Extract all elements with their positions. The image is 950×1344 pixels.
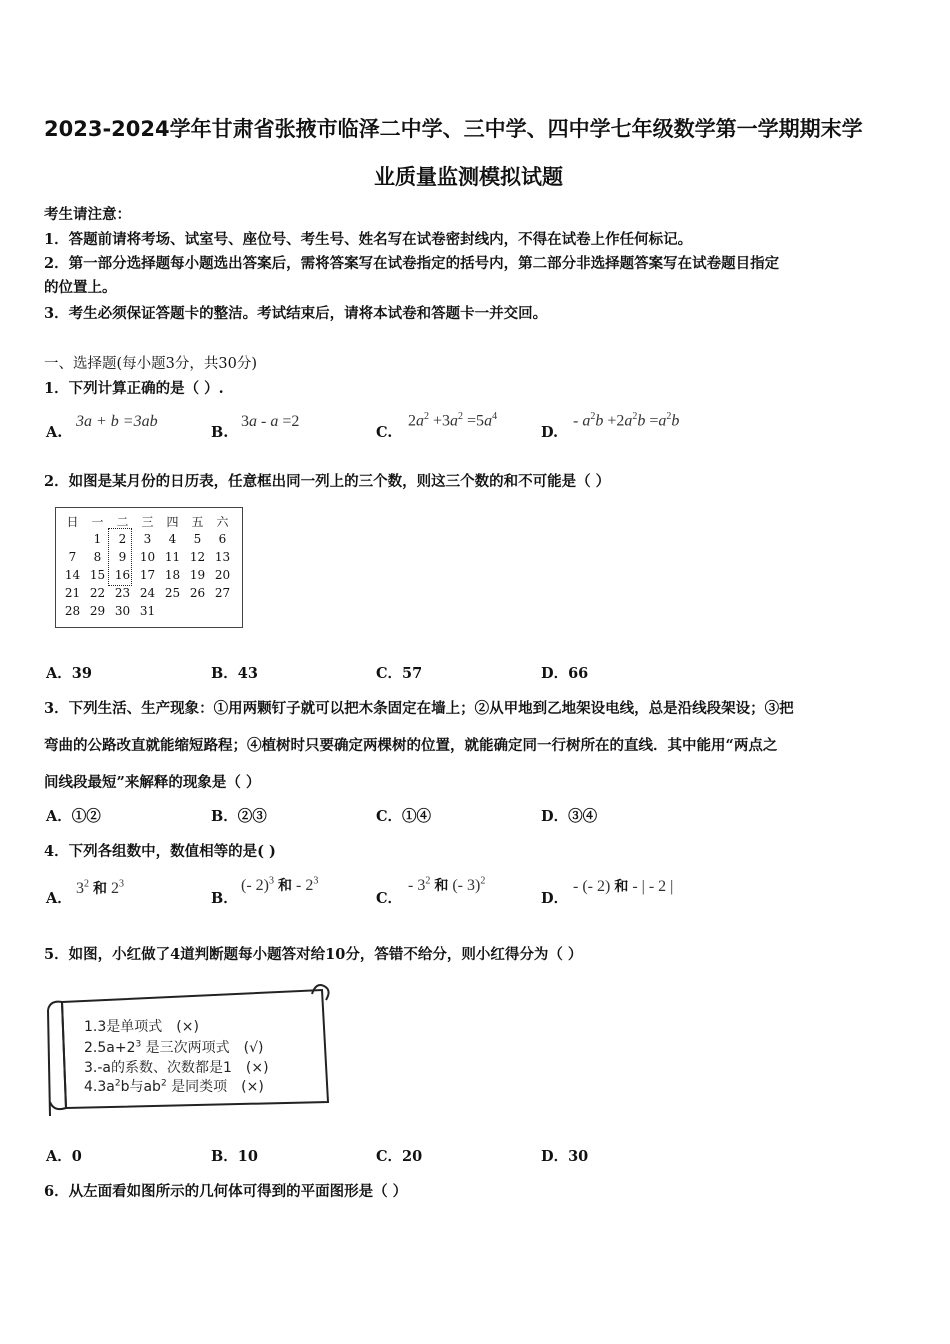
calendar-row <box>60 584 235 602</box>
calendar-cell: 22 <box>89 586 106 600</box>
q3-stem-line-2: 弯曲的公路改直就能缩短路程；④植树时只要确定两棵树的位置，就能确定同一行树所在的直线．其中能用“两点之 <box>44 737 778 754</box>
q4-option-d-expr: - (- 2) 和 - | - 2 | <box>573 878 674 895</box>
calendar-cell: 7 <box>68 550 77 564</box>
q4-option-b-expr: (- 2)$^3$ 和 - $2^3$ <box>241 875 319 894</box>
calendar-cell: 25 <box>164 586 181 600</box>
q4-option-a-expr: $3^2$ 和 $2^3$ <box>76 878 124 897</box>
q4-and-word: 和 <box>277 879 292 894</box>
q2-option-a: A．39 <box>46 665 92 682</box>
q4-option-d-label: D． <box>541 890 569 907</box>
calendar-row <box>60 566 235 584</box>
q1-option-c-label: C. <box>376 424 393 441</box>
q4-and-word: 和 <box>93 882 107 897</box>
calendar-selection-box <box>108 528 132 586</box>
q1-option-d-expr: - $a^2b +2a^2b =a^2b$ <box>573 411 680 430</box>
q3-option-c: C．①④ <box>376 808 432 825</box>
calendar-cell: 1 <box>93 532 102 546</box>
calendar-cell: 23 <box>114 586 131 600</box>
calendar-row <box>60 548 235 566</box>
scroll-line-4: $4.3a^2b$与$ab^2$ 是同类项 (×) <box>84 1078 264 1095</box>
q5-option-a: A．0 <box>46 1148 82 1165</box>
calendar-cell: 17 <box>139 568 156 582</box>
q2-option-b: B．43 <box>211 665 258 682</box>
calendar-cell: 18 <box>164 568 181 582</box>
calendar-header-cell: 日 <box>66 514 79 529</box>
calendar-header-cell: 六 <box>216 514 229 529</box>
scroll-line-3: 3.-a的系数、次数都是1 (×) <box>84 1060 269 1076</box>
q1-option-d-label: D. <box>541 424 559 441</box>
calendar-cell: 15 <box>89 568 106 582</box>
q4-option-a-label: A． <box>46 890 72 907</box>
calendar-cell: 4 <box>168 532 177 546</box>
notice-item-2-cont: 的位置上。 <box>44 279 117 296</box>
q2-option-d: D．66 <box>541 665 589 682</box>
calendar-header-cell: 三 <box>141 514 154 529</box>
calendar-cell: 3 <box>143 532 152 546</box>
calendar-cell: 13 <box>214 550 231 564</box>
q4-option-c-expr: - $3^2$ 和 (- 3)$^2$ <box>408 875 486 894</box>
scroll-line-2: $2.5a+2^3$ 是三次两项式 (√) <box>84 1039 264 1056</box>
calendar-cell: 5 <box>193 532 202 546</box>
calendar-header-row <box>60 512 235 530</box>
calendar-cell: 11 <box>164 550 181 564</box>
q4-option-c-label: C． <box>376 890 403 907</box>
calendar-cell: 28 <box>64 604 81 618</box>
q3-stem-line-3: 间线段最短”来解释的现象是（ ） <box>44 774 261 791</box>
q2-option-c: C．57 <box>376 665 423 682</box>
notice-item-2: 2．第一部分选择题每小题选出答案后，需将答案写在试卷指定的括号内，第二部分非选择题答案写在试卷题目指定 <box>44 255 780 272</box>
section-heading: 一、选择题(每小题3分，共30分) <box>44 356 257 372</box>
calendar-header-cell: 五 <box>191 514 204 529</box>
q1-option-b-label: B. <box>211 424 229 441</box>
q4-option-b-label: B． <box>211 890 238 907</box>
q4-and-word: 和 <box>614 880 629 895</box>
notice-heading: 考生请注意： <box>44 206 131 223</box>
calendar-cell: 29 <box>89 604 106 618</box>
q4-and-word: 和 <box>434 879 449 894</box>
q5-option-d: D．30 <box>541 1148 589 1165</box>
q3-option-d: D．③④ <box>541 808 598 825</box>
title-line-1: 2023-2024学年甘肃省张掖市临泽二中学、三中学、四中学七年级数学第一学期期末学 <box>44 117 863 141</box>
calendar-cell: 2 <box>118 532 127 546</box>
q3-stem-line-1: 3．下列生活、生产现象：①用两颗钉子就可以把木条固定在墙上；②从甲地到乙地架设电线，总是沿线段架设；③把 <box>44 700 794 717</box>
calendar-header-cell: 四 <box>166 514 179 529</box>
q3-option-a: A．①② <box>46 808 101 825</box>
q2-stem: 2．如图是某月份的日历表，任意框出同一列上的三个数，则这三个数的和不可能是（ ） <box>44 473 611 490</box>
q6-stem: 6．从左面看如图所示的几何体可得到的平面图形是（ ） <box>44 1183 408 1200</box>
calendar-cell: 6 <box>218 532 227 546</box>
calendar-cell <box>160 602 185 620</box>
calendar-cell: 10 <box>139 550 156 564</box>
calendar-cell: 12 <box>189 550 206 564</box>
q1-option-c-expr: $2a^2 +3a^2 =5a^4$ <box>408 411 498 430</box>
calendar-row <box>60 530 235 548</box>
q3-option-b: B．②③ <box>211 808 267 825</box>
q1-stem: 1．下列计算正确的是（ ）. <box>44 380 224 397</box>
calendar-cell: 9 <box>118 550 127 564</box>
calendar-cell: 19 <box>189 568 206 582</box>
notice-item-1: 1．答题前请将考场、试室号、座位号、考生号、姓名写在试卷密封线内，不得在试卷上作任何标记。 <box>44 231 693 248</box>
calendar-cell: 30 <box>114 604 131 618</box>
calendar-cell: 16 <box>114 568 131 582</box>
q1-option-b-expr: 3a - a =2 <box>241 413 300 430</box>
calendar-row <box>60 602 235 620</box>
title-line-2: 业质量监测模拟试题 <box>374 165 563 189</box>
calendar-cell: 26 <box>189 586 206 600</box>
calendar-cell <box>185 602 210 620</box>
q5-stem: 5．如图，小红做了4道判断题每小题答对给10分，答错不给分，则小红得分为（ ） <box>44 946 583 963</box>
calendar-cell: 31 <box>139 604 156 618</box>
q4-stem: 4．下列各组数中，数值相等的是( ) <box>44 843 276 860</box>
calendar-cell: 21 <box>64 586 81 600</box>
q5-option-b: B．10 <box>211 1148 258 1165</box>
calendar-cell <box>210 602 235 620</box>
calendar-figure <box>55 507 243 628</box>
calendar-cell: 27 <box>214 586 231 600</box>
calendar-cell: 14 <box>64 568 81 582</box>
calendar-cell: 24 <box>139 586 156 600</box>
calendar-cell <box>60 530 85 548</box>
scroll-line-1: 1.3是单项式 (×) <box>84 1019 199 1035</box>
q5-option-c: C．20 <box>376 1148 423 1165</box>
calendar-cell: 20 <box>214 568 231 582</box>
calendar-cell: 8 <box>93 550 102 564</box>
q1-option-a-label: A. <box>46 424 63 441</box>
calendar-header-cell: 一 <box>91 514 104 529</box>
notice-item-3: 3．考生必须保证答题卡的整洁。考试结束后，请将本试卷和答题卡一并交回。 <box>44 305 548 322</box>
q1-option-a-expr: 3a + b =3ab <box>76 413 158 430</box>
calendar-header-cell: 二 <box>116 514 129 529</box>
